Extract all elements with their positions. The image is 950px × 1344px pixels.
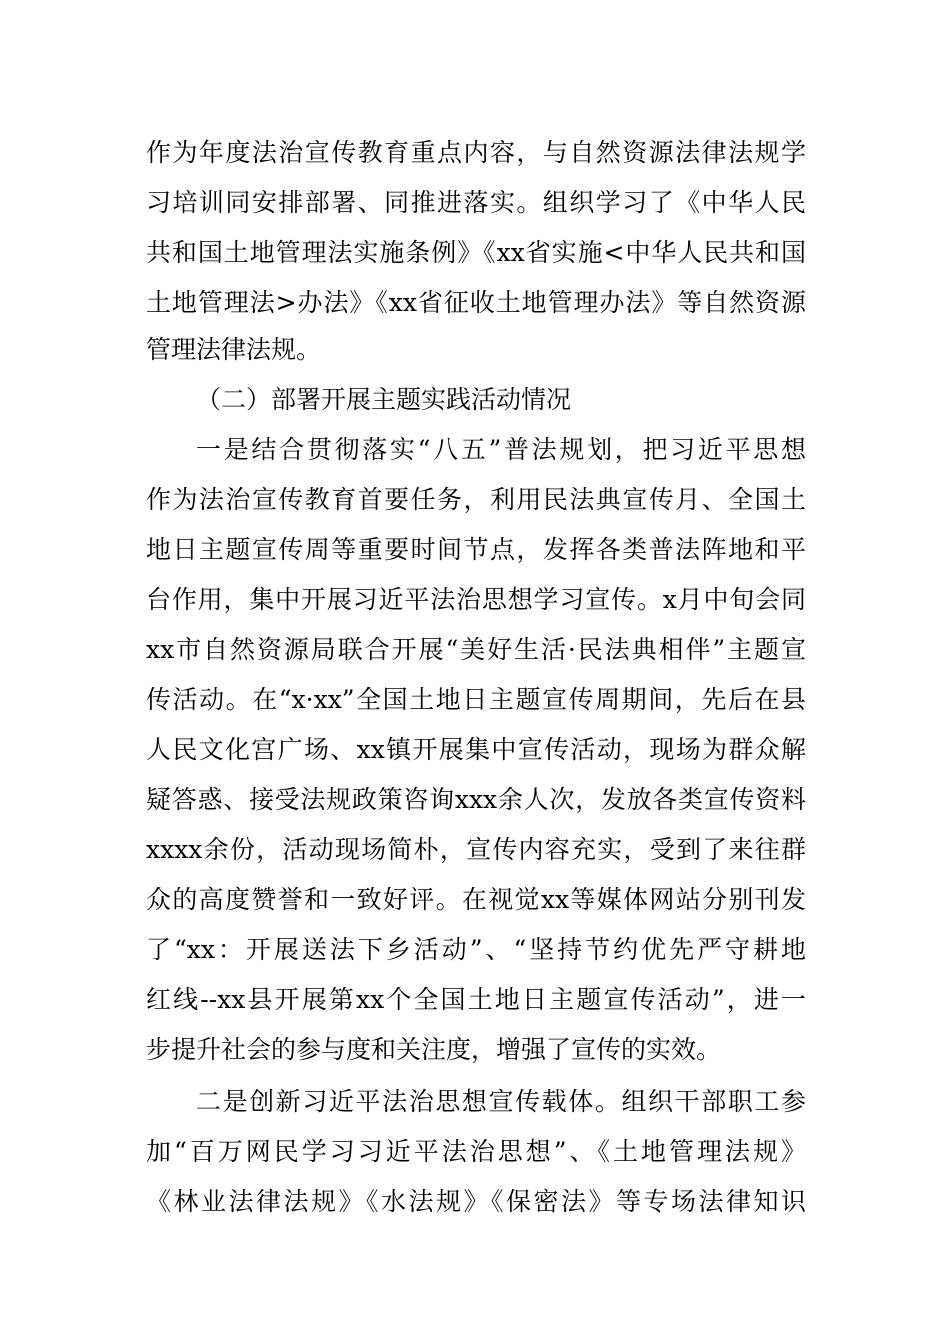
text-line: 管理法律法规。 (146, 335, 322, 364)
text-line: 习培训同安排部署、同推进落实。组织学习了《中华人民 (146, 188, 806, 217)
text-line: 步提升社会的参与度和关注度，增强了宣传的实效。 (146, 1035, 722, 1064)
text-line: 作为年度法治宣传教育重点内容，与自然资源法律法规学 (146, 138, 806, 167)
text-line: 传活动。在“x·xx”全国土地日主题宣传周期间，先后在县 (146, 685, 806, 714)
text-line: 台作用，集中开展习近平法治思想学习宣传。x月中旬会同 (146, 585, 806, 614)
text-line: 了“xx：开展送法下乡活动”、“坚持节约优先严守耕地 (146, 935, 806, 964)
text-line: 地日主题宣传周等重要时间节点，发挥各类普法阵地和平 (146, 535, 806, 564)
paragraph-first-line: 一是结合贯彻落实“八五”普法规划，把习近平思想 (196, 435, 806, 464)
text-line: 红线--xx县开展第xx个全国土地日主题宣传活动”，进一 (146, 985, 806, 1014)
text-line: 作为法治宣传教育首要任务，利用民法典宣传月、全国土 (146, 485, 806, 514)
paragraph-first-line: 二是创新习近平法治思想宣传载体。组织干部职工参 (196, 1087, 806, 1116)
section-heading: （二）部署开展主题实践活动情况 (196, 385, 572, 414)
text-line: 疑答惑、接受法规政策咨询xxx余人次，发放各类宣传资料 (146, 785, 806, 814)
text-line: 共和国土地管理法实施条例》《xx省实施<中华人民共和国 (146, 238, 806, 267)
text-line: 《林业法律法规》《水法规》《保密法》等专场法律知识 (146, 1187, 806, 1216)
text-line: 土地管理法>办法》《xx省征收土地管理办法》等自然资源 (146, 288, 806, 317)
text-line: xx市自然资源局联合开展“美好生活·民法典相伴”主题宣 (146, 635, 806, 664)
text-line: 人民文化宫广场、xx镇开展集中宣传活动，现场为群众解 (146, 735, 806, 764)
text-line: xxxx余份，活动现场简朴，宣传内容充实，受到了来往群 (146, 835, 806, 864)
text-line: 加“百万网民学习习近平法治思想”、《土地管理法规》 (146, 1137, 806, 1166)
text-line: 众的高度赞誉和一致好评。在视觉xx等媒体网站分别刊发 (146, 885, 806, 914)
